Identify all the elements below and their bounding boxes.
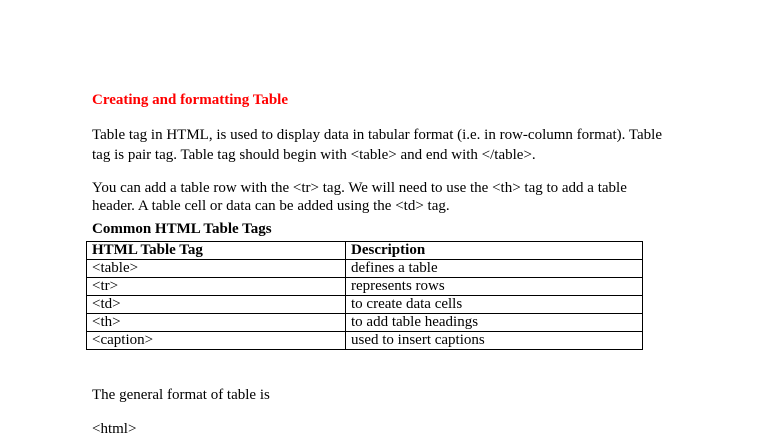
intro-line-1: Table tag in HTML, is used to display data in tabular format (i.e. in row-column format). Table	[92, 127, 662, 143]
column-header-tag: HTML Table Tag	[87, 242, 346, 260]
tag-cell: <td>	[87, 296, 346, 314]
table-row	[87, 260, 643, 278]
tag-cell: <th>	[87, 314, 346, 332]
table-row	[87, 314, 643, 332]
general-format-paragraph: The general format of table is	[92, 387, 270, 403]
table-header-row	[87, 242, 643, 260]
table-row	[87, 278, 643, 296]
tag-cell: <tr>	[87, 278, 346, 296]
description-cell: to add table headings	[346, 314, 643, 332]
table-row	[87, 332, 643, 350]
description-cell: to create data cells	[346, 296, 643, 314]
table-caption: Common HTML Table Tags	[92, 221, 272, 237]
intro-paragraph	[92, 125, 662, 165]
description-cell: used to insert captions	[346, 332, 643, 350]
tag-cell: <caption>	[87, 332, 346, 350]
code-line-html: <html>	[92, 421, 137, 437]
column-header-description: Description	[346, 242, 643, 260]
row-header-line-1: You can add a table row with the <tr> tag. We will need to use the <th> tag to add a table	[92, 180, 627, 196]
description-cell: defines a table	[346, 260, 643, 278]
html-table-tags-table	[86, 241, 643, 350]
table-row	[87, 296, 643, 314]
row-header-paragraph	[92, 179, 627, 215]
section-heading: Creating and formatting Table	[92, 92, 288, 108]
row-header-line-2: header. A table cell or data can be added using the <td> tag.	[92, 198, 450, 214]
tag-cell: <table>	[87, 260, 346, 278]
intro-line-2: tag is pair tag. Table tag should begin with <table> and end with </table>.	[92, 147, 536, 163]
description-cell: represents rows	[346, 278, 643, 296]
